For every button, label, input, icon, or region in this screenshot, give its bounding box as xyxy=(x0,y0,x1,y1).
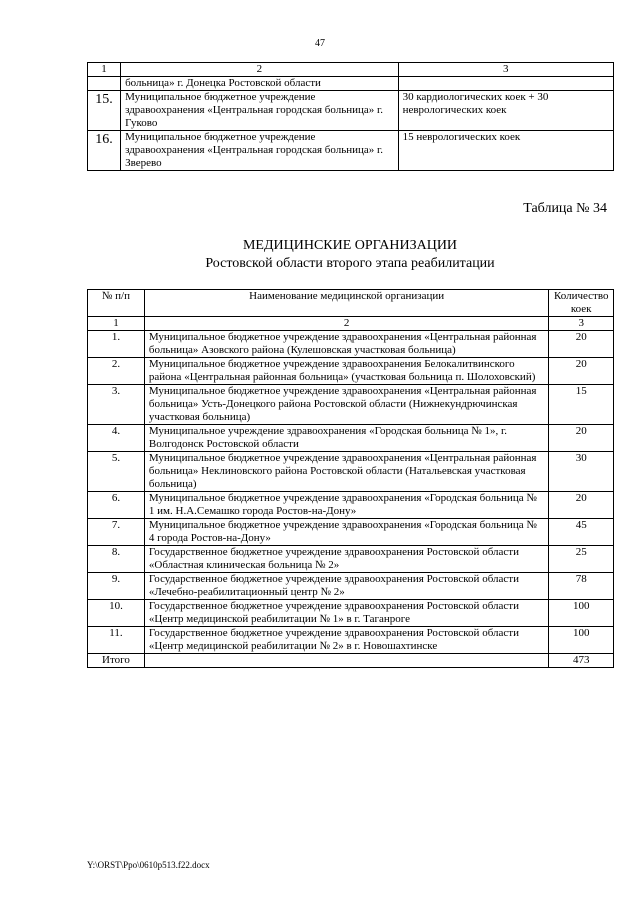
organization-name: Муниципальное бюджетное учреждение здравоохранения Белокалитвинского района «Центральная районная больница» (участковая больница п. Шолоховский) xyxy=(144,358,549,385)
row-number: 2. xyxy=(88,358,145,385)
table-row xyxy=(88,91,614,131)
table-row xyxy=(88,546,614,573)
organization-name: Муниципальное бюджетное учреждение здравоохранения «Центральная районная больница» Усть-Донецкого района Ростовской области (Нижнекундрючинская участковая больница) xyxy=(144,385,549,425)
table-row xyxy=(88,425,614,452)
organization-name: Муниципальное бюджетное учреждение здравоохранения «Центральная городская больница» г. Гуково xyxy=(121,91,399,131)
organization-name: Муниципальное бюджетное учреждение здравоохранения «Городская больница № 4 города Ростов-на-Дону» xyxy=(144,519,549,546)
row-number: 3. xyxy=(88,385,145,425)
table-row xyxy=(88,77,614,91)
bed-count: 20 xyxy=(549,331,614,358)
bed-count: 45 xyxy=(549,519,614,546)
header-cell: 3 xyxy=(398,63,613,77)
table-header-row xyxy=(88,290,614,317)
total-row xyxy=(88,654,614,668)
bed-count: 30 кардиологических коек + 30 неврологических коек xyxy=(398,91,613,131)
table-row xyxy=(88,358,614,385)
organization-name: Муниципальное бюджетное учреждение здравоохранения «Центральная городская больница» г. Зверево xyxy=(121,131,399,171)
table-row xyxy=(88,600,614,627)
table-header-row xyxy=(88,63,614,77)
organization-name: Государственное бюджетное учреждение здравоохранения Ростовской области «Лечебно-реабилитационный центр № 2» xyxy=(144,573,549,600)
bed-count: 25 xyxy=(549,546,614,573)
column-number: 2 xyxy=(144,317,549,331)
table-row xyxy=(88,452,614,492)
bed-count: 20 xyxy=(549,358,614,385)
bed-count: 15 неврологических коек xyxy=(398,131,613,171)
bed-count: 20 xyxy=(549,425,614,452)
column-number-row xyxy=(88,317,614,331)
table-row xyxy=(88,385,614,425)
row-number: 8. xyxy=(88,546,145,573)
bed-count: 20 xyxy=(549,492,614,519)
title-line-2: Ростовской области второго этапа реабилитации xyxy=(205,256,495,271)
organization-name: Государственное бюджетное учреждение здравоохранения Ростовской области «Центр медицинской реабилитации № 1» в г. Таганроге xyxy=(144,600,549,627)
table-row xyxy=(88,627,614,654)
table-row xyxy=(88,131,614,171)
page-number: 47 xyxy=(315,38,325,49)
row-number: 16. xyxy=(88,131,121,171)
header-name: Наименование медицинской организации xyxy=(144,290,549,317)
organization-name: Государственное бюджетное учреждение здравоохранения Ростовской области «Центр медицинской реабилитации № 2» в г. Новошахтинске xyxy=(144,627,549,654)
continuation-text: больница» г. Донецка Ростовской области xyxy=(121,77,399,91)
bed-count: 100 xyxy=(549,600,614,627)
title-line-1: МЕДИЦИНСКИЕ ОРГАНИЗАЦИИ xyxy=(242,238,458,253)
organization-name: Муниципальное бюджетное учреждение здравоохранения «Городская больница № 1 им. Н.А.Семашко города Ростов-на-Дону» xyxy=(144,492,549,519)
organizations-table xyxy=(87,289,614,668)
organization-name: Муниципальное бюджетное учреждение здравоохранения «Центральная районная больница» Азовского района (Кулешовская участковая больница) xyxy=(144,331,549,358)
total-value: 473 xyxy=(549,654,614,668)
row-number: 5. xyxy=(88,452,145,492)
continuation-table xyxy=(87,62,614,171)
column-number: 1 xyxy=(88,317,145,331)
bed-count: 15 xyxy=(549,385,614,425)
header-cell: 2 xyxy=(121,63,399,77)
document-title xyxy=(0,237,640,273)
row-number: 10. xyxy=(88,600,145,627)
header-cell: 1 xyxy=(88,63,121,77)
organization-name: Муниципальное бюджетное учреждение здравоохранения «Центральная районная больница» Неклиновского района Ростовской области (Натальевская участковая больница) xyxy=(144,452,549,492)
organization-name: Государственное бюджетное учреждение здравоохранения Ростовской области «Областная клиническая больница № 2» xyxy=(144,546,549,573)
row-number: 4. xyxy=(88,425,145,452)
row-number: 15. xyxy=(88,91,121,131)
bed-count: 30 xyxy=(549,452,614,492)
row-number: 11. xyxy=(88,627,145,654)
organization-name: Муниципальное учреждение здравоохранения «Городская больница № 1», г. Волгодонск Ростовской области xyxy=(144,425,549,452)
row-number: 7. xyxy=(88,519,145,546)
total-label: Итого xyxy=(88,654,145,668)
file-path-footer: Y:\ORST\Ppo\0610p513.f22.docx xyxy=(87,860,210,870)
bed-count: 100 xyxy=(549,627,614,654)
table-row xyxy=(88,573,614,600)
bed-count: 78 xyxy=(549,573,614,600)
table-row xyxy=(88,331,614,358)
table-label: Таблица № 34 xyxy=(523,201,607,216)
row-number: 1. xyxy=(88,331,145,358)
table-row xyxy=(88,519,614,546)
row-number: 6. xyxy=(88,492,145,519)
header-num: № п/п xyxy=(88,290,145,317)
header-beds: Количество коек xyxy=(549,290,614,317)
row-number: 9. xyxy=(88,573,145,600)
table-row xyxy=(88,492,614,519)
column-number: 3 xyxy=(549,317,614,331)
